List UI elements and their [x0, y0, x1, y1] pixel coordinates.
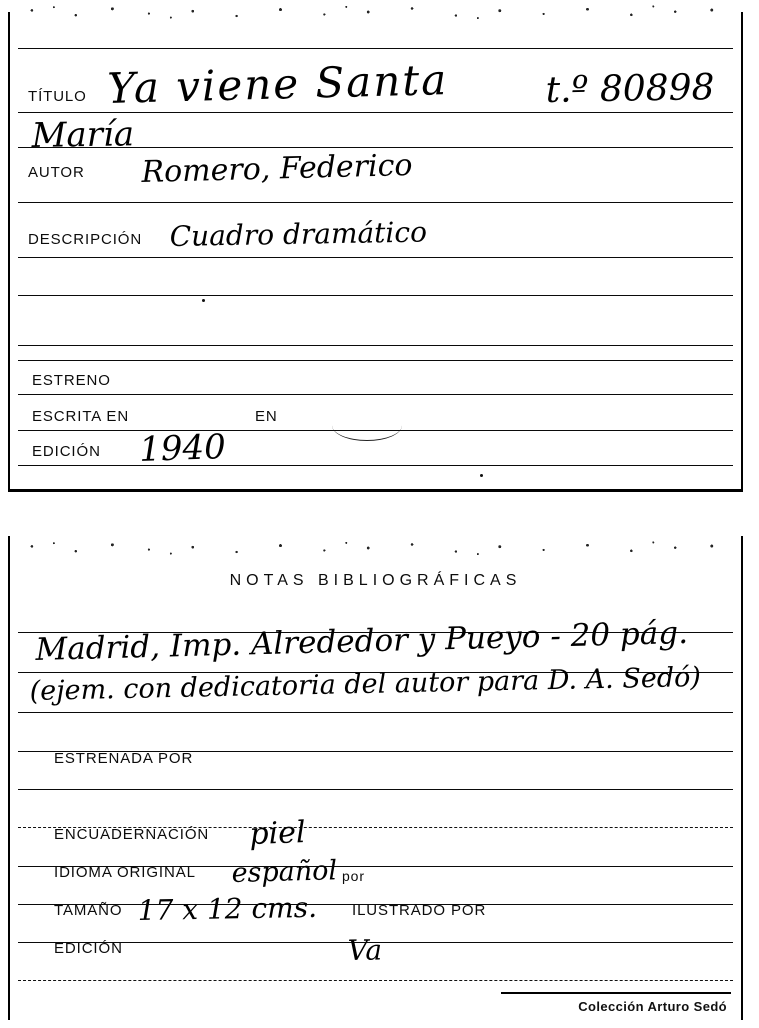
handwritten-edition: 1940: [138, 427, 227, 470]
field-label-edicion: EDICIÓN: [54, 940, 123, 957]
handwritten-tamano: 17 x 12 cms.: [137, 890, 318, 927]
scan-artifact-dot: [480, 474, 483, 477]
catalog-card-top: [8, 12, 743, 492]
scan-noise-edge-bottom-card: [10, 540, 741, 556]
field-label-estreno: ESTRENO: [32, 372, 111, 389]
field-label-ilustrado-por: ILUSTRADO POR: [352, 902, 487, 919]
field-label-idioma-original: IDIOMA ORIGINAL: [54, 864, 196, 881]
rule-line: [18, 465, 733, 466]
rule-line-dashed: [18, 980, 733, 981]
field-label-escrita-en: ESCRITA EN: [32, 408, 130, 425]
scan-artifact-arc: [332, 410, 402, 441]
handwritten-edicion: Va: [347, 933, 383, 967]
field-label-estrenada-por: ESTRENADA POR: [54, 750, 194, 767]
handwritten-author: Romero, Federico: [141, 147, 413, 190]
rule-line: [18, 360, 733, 361]
field-label-edicion: EDICIÓN: [32, 443, 101, 460]
rule-line: [18, 345, 733, 346]
field-label-encuadernacion: ENCUADERNACIÓN: [54, 826, 210, 843]
rule-line: [18, 789, 733, 790]
handwritten-title-line2: María: [31, 114, 135, 156]
field-label-tamano: TAMAÑO: [54, 902, 123, 919]
notas-bibliograficas-heading: NOTAS BIBLIOGRÁFICAS: [229, 572, 522, 589]
rule-line: [18, 394, 733, 395]
field-label-por: por: [342, 868, 365, 884]
handwritten-description: Cuadro dramático: [169, 215, 428, 253]
handwritten-encuadernacion: piel: [248, 815, 307, 852]
catalog-card-bottom: [8, 536, 743, 1020]
handwritten-catalog-number: t.º 80898: [545, 67, 715, 111]
scan-artifact-dot: [202, 299, 205, 302]
credit-underline: [501, 992, 731, 994]
field-label-titulo: TÍTULO: [28, 88, 87, 105]
handwritten-idioma: español: [231, 855, 338, 889]
rule-line: [18, 257, 733, 258]
collection-credit: Colección Arturo Sedó: [578, 999, 727, 1014]
field-label-en: EN: [255, 408, 278, 425]
handwritten-notes-line2: (ejem. con dedicatoria del autor para D. A. Sedó): [29, 661, 702, 707]
field-label-descripcion: DESCRIPCIÓN: [28, 231, 143, 248]
rule-line: [18, 48, 733, 49]
rule-line: [18, 295, 733, 296]
handwritten-title-line1: Ya viene Santa: [106, 55, 449, 113]
rule-line: [18, 712, 733, 713]
field-label-autor: AUTOR: [28, 164, 85, 181]
handwritten-notes-line1: Madrid, Imp. Alrededor y Pueyo - 20 pág.: [35, 614, 689, 668]
rule-line: [18, 202, 733, 203]
